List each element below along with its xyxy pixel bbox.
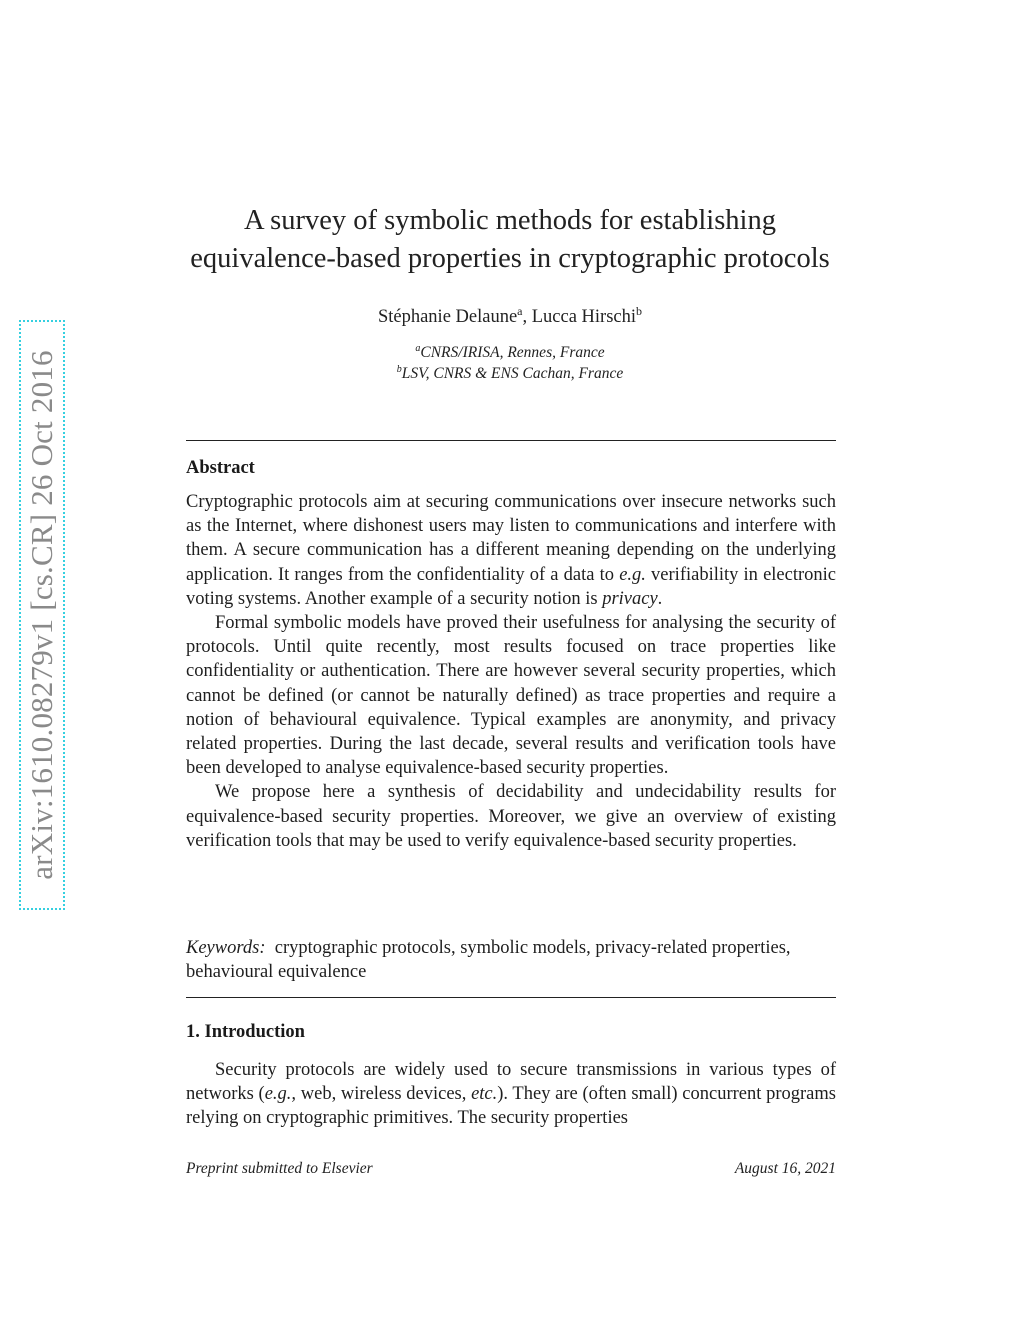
affiliation-mark: b	[396, 364, 402, 375]
abstract-body	[186, 490, 836, 853]
author-name: Lucca Hirschi	[531, 307, 637, 328]
affiliation-text: CNRS/IRISA, Rennes, France	[420, 344, 605, 362]
abstract-text: .	[657, 588, 663, 609]
affiliation-mark: a	[415, 343, 421, 354]
divider-top	[186, 440, 836, 441]
abstract-heading: Abstract	[186, 458, 255, 478]
introduction-body	[186, 1058, 836, 1131]
intro-text: Security protocols are widely used to secure transmissions in various types of networks (	[186, 1060, 836, 1105]
intro-text: ). They are (often small) concurrent programs relying on cryptographic primitives. The security properties	[186, 1084, 836, 1129]
abstract-paragraph-3: We propose here a synthesis of decidability and undecidability results for equivalence-based security properties. Moreover, we give an overview of existing verification tools that may be used to verify equivalence-based security properties.	[186, 782, 836, 851]
abstract-emph: e.g.	[619, 564, 646, 585]
section-heading-introduction: 1. Introduction	[186, 1022, 305, 1042]
intro-text: web, wireless devices,	[296, 1084, 472, 1105]
affiliation-mark: b	[636, 304, 643, 318]
footer-left: Preprint submitted to Elsevier	[186, 1160, 373, 1177]
abstract-paragraph-1	[186, 490, 836, 611]
footer-right: August 16, 2021	[734, 1160, 836, 1177]
title-line-2: equivalence-based properties in cryptographic protocols	[190, 243, 830, 274]
affiliation-a	[200, 343, 820, 362]
arxiv-stamp[interactable]	[19, 320, 65, 910]
affiliation-b	[200, 364, 820, 383]
keywords-label: Keywords:	[186, 938, 266, 958]
abstract-text: verifiability in electronic voting systems. Another example of a security notion is	[186, 564, 837, 609]
affiliation-mark: a	[517, 304, 523, 318]
affiliation-text: LSV, CNRS & ENS Cachan, France	[401, 365, 624, 383]
paper-title	[120, 202, 900, 278]
author-list	[200, 304, 820, 328]
intro-emph: e.g.,	[264, 1084, 297, 1105]
arxiv-id: arXiv:1610.08279v1 [cs.CR] 26 Oct 2016	[24, 350, 59, 880]
abstract-paragraph-2: Formal symbolic models have proved their usefulness for analysing the security of protocols. Until quite recently, most results focused on trace properties like confidentiality or authentication. There are however several security properties, which cannot be defined (or cannot be naturally defined) as trace properties and require a notion of behavioural equivalence. Typical examples are anonymity, and privacy related properties. During the last decade, several results and verification tools have been developed to analyse equivalence-based security properties.	[186, 613, 836, 779]
abstract-emph: privacy	[602, 588, 658, 609]
abstract-text: Cryptographic protocols aim at securing communications over insecure networks such as the Internet, where dishonest users may listen to communications and interfere with them. A secure communication has a different meaning depending on the underlying application. It ranges from the confidentiality of a data to	[186, 492, 836, 585]
introduction-paragraph	[186, 1058, 836, 1131]
keywords-text: cryptographic protocols, symbolic models, privacy-related properties, behavioural equivalence	[186, 938, 791, 983]
author-name: Stéphanie Delaune	[377, 307, 518, 328]
divider-bottom	[186, 997, 836, 998]
keywords	[186, 936, 836, 984]
title-line-1: A survey of symbolic methods for establishing	[244, 205, 776, 236]
author-separator: ,	[522, 307, 532, 328]
intro-emph: etc.	[471, 1084, 498, 1105]
